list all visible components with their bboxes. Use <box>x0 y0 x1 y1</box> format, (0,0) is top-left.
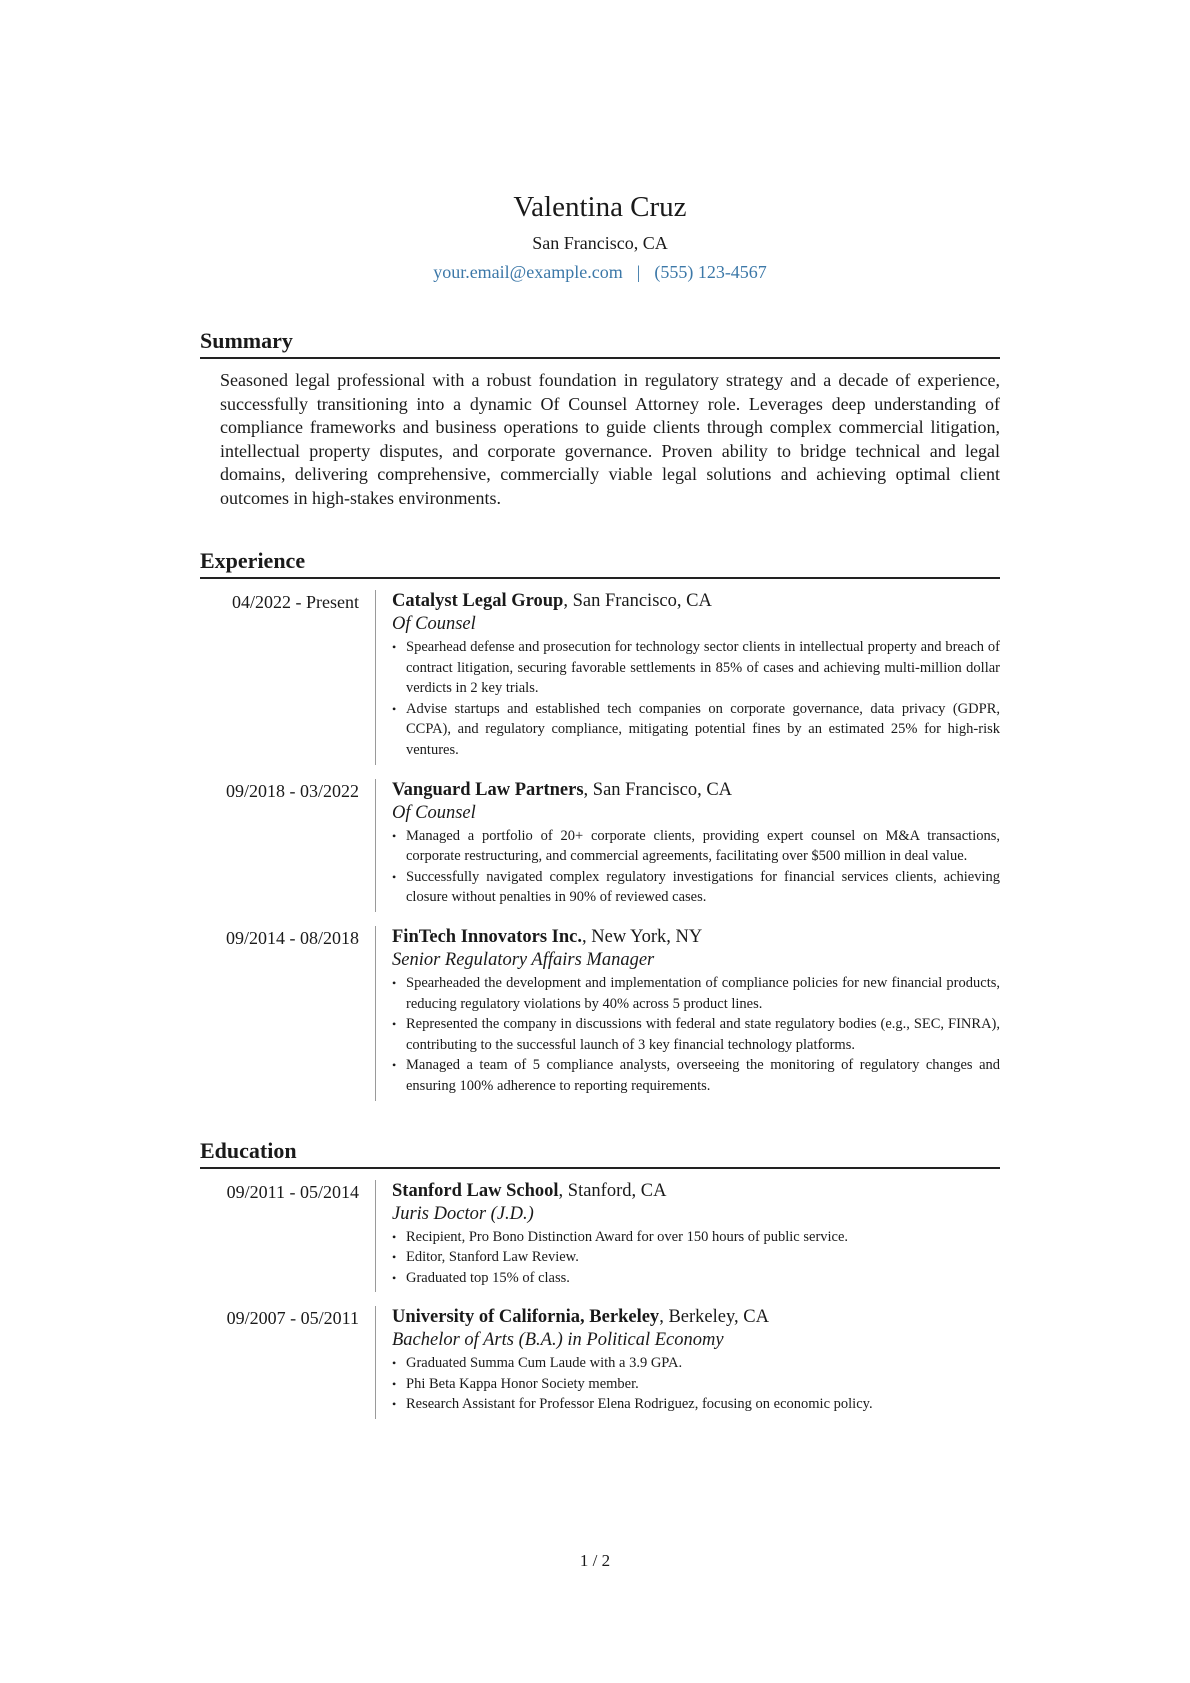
degree-title: Juris Doctor (J.D.) <box>392 1203 534 1224</box>
entry-body <box>375 926 1000 1101</box>
bullet-item: • Recipient, Pro Bono Distinction Award for over 150 hours of public service. <box>392 1227 1000 1248</box>
bullet-item: • Spearhead defense and prosecution for technology sector clients in intellectual property and breach of contract litigation, securing favorable settlements in 85% of cases and achieving multi-million dollar verdicts in 2 key trials. <box>392 637 1000 699</box>
entry-date: 09/2007 - 05/2011 <box>226 1308 359 1329</box>
section-title-summary: Summary <box>200 327 1000 359</box>
bullet-list <box>392 1227 1000 1289</box>
school-name: Stanford Law School <box>392 1180 559 1201</box>
experience-section <box>200 547 1000 1101</box>
entry-body <box>375 779 1000 912</box>
education-entry <box>200 1306 1000 1419</box>
bullet-item: • Managed a portfolio of 20+ corporate clients, providing expert counsel on M&A transactions, corporate restructuring, and commercial agreements, facilitating over $500 million in deal value. <box>392 826 1000 867</box>
org-line <box>392 1180 1000 1203</box>
org-line <box>392 1306 1000 1329</box>
org-name: FinTech Innovators Inc. <box>392 926 583 947</box>
entry-date: 09/2018 - 03/2022 <box>226 780 359 801</box>
experience-entry <box>200 926 1000 1101</box>
page-number: 1 / 2 <box>579 1551 611 1570</box>
resume-page <box>200 190 1000 1419</box>
role-title: Of Counsel <box>392 614 476 634</box>
bullet-item: • Spearheaded the development and implementation of compliance policies for new financial products, reducing regulatory violations by 40% across 5 product lines. <box>392 973 1000 1014</box>
bullet-item: • Editor, Stanford Law Review. <box>392 1247 1000 1268</box>
bullet-item: • Research Assistant for Professor Elena Rodriguez, focusing on economic policy. <box>392 1394 1000 1415</box>
bullet-item: • Successfully navigated complex regulatory investigations for financial services clients, achieving closure without penalties in 90% of reviewed cases. <box>392 867 1000 908</box>
entry-date: 04/2022 - Present <box>232 592 359 612</box>
section-title-education: Education <box>200 1137 1000 1169</box>
org-location: , San Francisco, CA <box>563 591 712 611</box>
school-name: University of California, Berkeley <box>392 1307 660 1328</box>
experience-entry <box>200 590 1000 765</box>
school-location: , Berkeley, CA <box>659 1307 769 1328</box>
org-name: Vanguard Law Partners <box>392 779 584 800</box>
bullet-item: • Represented the company in discussions with federal and state regulatory bodies (e.g., SEC, FINRA), contributing to the successful launch of 3 key financial technology platforms. <box>392 1014 1000 1055</box>
entry-body <box>375 1306 1000 1419</box>
role-title: Of Counsel <box>392 802 476 823</box>
degree-title: Bachelor of Arts (B.A.) in Political Economy <box>392 1330 724 1351</box>
org-location: , New York, NY <box>582 926 703 947</box>
bullet-item: • Phi Beta Kappa Honor Society member. <box>392 1374 1000 1395</box>
org-location: , San Francisco, CA <box>583 779 733 800</box>
bullet-item: • Advise startups and established tech companies on corporate governance, data privacy (GDPR, CCPA), and regulatory compliance, mitigating potential fines by an estimated 25% for high-risk ventures. <box>392 699 1000 761</box>
candidate-location: San Francisco, CA <box>532 233 668 253</box>
experience-entry <box>200 779 1000 912</box>
bullet-list <box>392 973 1000 1097</box>
bullet-item: • Managed a team of 5 compliance analysts, overseeing the monitoring of regulatory changes and ensuring 100% adherence to reporting requirements. <box>392 1055 1000 1096</box>
bullet-list <box>392 637 1000 761</box>
entry-date: 09/2011 - 05/2014 <box>226 1181 359 1202</box>
role-title: Senior Regulatory Affairs Manager <box>392 949 655 970</box>
bullet-list <box>392 1353 1000 1415</box>
phone-link[interactable]: (555) 123-4567 <box>654 262 767 282</box>
school-location: , Stanford, CA <box>558 1180 667 1201</box>
bullet-list <box>392 826 1000 908</box>
entry-body <box>375 1180 1000 1293</box>
summary-text: Seasoned legal professional with a robust foundation in regulatory strategy and a decade of experience, successfully transitioning into a dynamic Of Counsel Attorney role. Leverages deep understanding of compliance frameworks and business operations to guide clients through complex commercial litigation, intellectual property disputes, and corporate governance. Proven ability to bridge technical and legal domains, delivering comprehensive, commercially viable legal solutions and achieving optimal client outcomes in high-stakes environments. <box>220 370 1000 508</box>
summary-section <box>200 327 1000 510</box>
contact-line <box>200 261 1000 283</box>
bullet-item: • Graduated Summa Cum Laude with a 3.9 GPA. <box>392 1353 1000 1374</box>
entry-body <box>375 590 1000 765</box>
org-line <box>392 779 1000 802</box>
org-name: Catalyst Legal Group <box>392 591 564 611</box>
entry-date: 09/2014 - 08/2018 <box>226 927 359 948</box>
org-line <box>392 926 1000 949</box>
candidate-name: Valentina Cruz <box>513 191 687 223</box>
bullet-item: • Graduated top 15% of class. <box>392 1268 1000 1289</box>
resume-header <box>200 190 1000 283</box>
org-line <box>392 590 1000 613</box>
contact-separator: | <box>636 262 641 282</box>
section-title-experience: Experience <box>200 547 1000 579</box>
email-link[interactable]: your.email@example.com <box>433 262 623 282</box>
education-entry <box>200 1180 1000 1293</box>
education-section <box>200 1137 1000 1420</box>
